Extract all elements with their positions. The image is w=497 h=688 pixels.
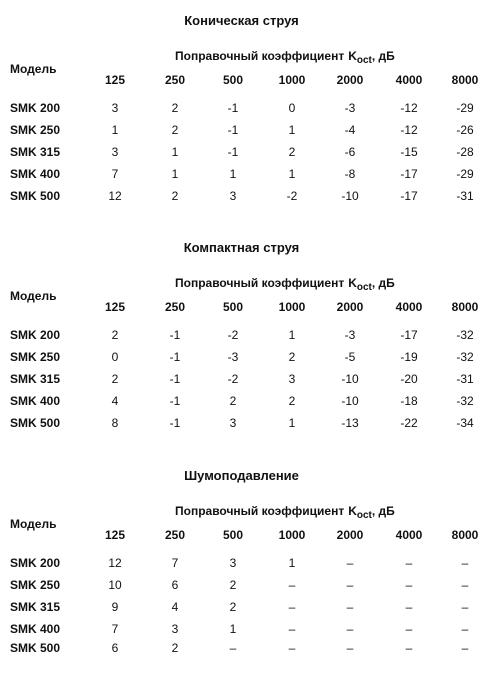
model-name: SMK 200 — [10, 328, 61, 342]
freq-header-4000: 4000 — [395, 300, 423, 314]
table-cell: -13 — [341, 416, 359, 430]
table-cell: -1 — [169, 328, 181, 342]
freq-header-500: 500 — [222, 528, 244, 542]
table-cell: -4 — [344, 123, 356, 137]
table-cell: 0 — [111, 350, 119, 364]
freq-header-4000: 4000 — [395, 528, 423, 542]
coefficient-header — [175, 503, 395, 519]
table-cell: 7 — [171, 556, 179, 570]
table-cell: -5 — [344, 350, 356, 364]
table-cell: 1 — [288, 328, 296, 342]
table-cell: 0 — [288, 101, 296, 115]
table-cell: -20 — [400, 372, 418, 386]
table-cell: -18 — [400, 394, 418, 408]
table-cell: 10 — [108, 578, 122, 592]
table-cell: 2 — [171, 189, 179, 203]
table-cell: -8 — [344, 167, 356, 181]
freq-header-1000: 1000 — [278, 300, 306, 314]
table-row — [0, 599, 497, 621]
table-cell: -1 — [169, 416, 181, 430]
table-cell: – — [346, 622, 354, 636]
table-cell: -1 — [227, 101, 239, 115]
table-cell: -29 — [456, 167, 474, 181]
table-cell: 1 — [288, 416, 296, 430]
table-cell: – — [405, 622, 413, 636]
model-name: SMK 250 — [10, 578, 61, 592]
table-cell: -1 — [169, 350, 181, 364]
coefficient-symbol: K — [348, 49, 357, 63]
coefficient-header — [175, 275, 395, 291]
table-row — [0, 100, 497, 122]
table-cell: 1 — [229, 622, 237, 636]
model-column-header: Модель — [10, 289, 57, 303]
table-cell: – — [405, 641, 413, 655]
table-cell: -10 — [341, 394, 359, 408]
table-cell: -32 — [456, 394, 474, 408]
table-cell: -22 — [400, 416, 418, 430]
table-cell: -3 — [227, 350, 239, 364]
table-cell: -3 — [344, 101, 356, 115]
freq-header-125: 125 — [104, 73, 126, 87]
table-cell: -2 — [227, 372, 239, 386]
table-cell: -6 — [344, 145, 356, 159]
section-compact-jet — [0, 240, 497, 460]
coefficient-header — [175, 48, 395, 64]
table-cell: -34 — [456, 416, 474, 430]
table-row — [0, 555, 497, 577]
table-cell: – — [461, 556, 469, 570]
table-cell: -32 — [456, 328, 474, 342]
table-cell: 3 — [229, 556, 237, 570]
table-row — [0, 166, 497, 188]
freq-header-2000: 2000 — [336, 300, 364, 314]
freq-header-8000: 8000 — [451, 300, 479, 314]
table-row — [0, 144, 497, 166]
model-name: SMK 315 — [10, 600, 61, 614]
section-conical-jet — [0, 13, 497, 233]
table-cell: -17 — [400, 167, 418, 181]
table-row — [0, 327, 497, 349]
table-cell: -31 — [456, 372, 474, 386]
table-cell: 1 — [288, 123, 296, 137]
table-cell: – — [405, 600, 413, 614]
table-cell: -15 — [400, 145, 418, 159]
table-cell: -3 — [344, 328, 356, 342]
table-cell: -2 — [286, 189, 298, 203]
table-cell: – — [405, 578, 413, 592]
table-cell: -32 — [456, 350, 474, 364]
model-column-header: Модель — [10, 62, 57, 76]
table-cell: -31 — [456, 189, 474, 203]
table-row — [0, 188, 497, 210]
table-cell: – — [461, 600, 469, 614]
table-cell: 2 — [229, 578, 237, 592]
table-row — [0, 371, 497, 393]
freq-header-125: 125 — [104, 300, 126, 314]
model-name: SMK 315 — [10, 145, 61, 159]
freq-header-2000: 2000 — [336, 528, 364, 542]
table-cell: 3 — [111, 145, 119, 159]
table-cell: – — [461, 578, 469, 592]
coefficient-symbol: K — [348, 504, 357, 518]
model-name: SMK 500 — [10, 416, 61, 430]
table-cell: 1 — [288, 167, 296, 181]
table-cell: – — [229, 641, 237, 655]
table-cell: – — [288, 600, 296, 614]
table-row — [0, 415, 497, 437]
coefficient-unit: , дБ — [371, 49, 395, 63]
coefficient-subscript: oct — [356, 510, 372, 521]
table-cell: – — [288, 578, 296, 592]
table-cell: 4 — [111, 394, 119, 408]
table-cell: 7 — [111, 622, 119, 636]
table-cell: -29 — [456, 101, 474, 115]
table-cell: -28 — [456, 145, 474, 159]
model-name: SMK 400 — [10, 394, 61, 408]
model-name: SMK 200 — [10, 101, 61, 115]
table-cell: 12 — [108, 556, 122, 570]
freq-header-1000: 1000 — [278, 73, 306, 87]
freq-header-250: 250 — [164, 528, 186, 542]
table-cell: 7 — [111, 167, 119, 181]
table-cell: 12 — [108, 189, 122, 203]
table-row — [0, 393, 497, 415]
model-name: SMK 250 — [10, 350, 61, 364]
freq-header-250: 250 — [164, 73, 186, 87]
freq-header-4000: 4000 — [395, 73, 423, 87]
table-cell: 3 — [111, 101, 119, 115]
table-cell: – — [461, 641, 469, 655]
table-cell: – — [346, 600, 354, 614]
table-row — [0, 640, 497, 662]
table-cell: – — [346, 641, 354, 655]
table-cell: 2 — [229, 394, 237, 408]
model-name: SMK 500 — [10, 641, 61, 655]
table-cell: 6 — [171, 578, 179, 592]
table-cell: -19 — [400, 350, 418, 364]
table-cell: 2 — [229, 600, 237, 614]
section-title: Компактная струя — [183, 240, 300, 255]
table-cell: -17 — [400, 189, 418, 203]
freq-header-500: 500 — [222, 73, 244, 87]
table-cell: – — [288, 641, 296, 655]
table-cell: – — [346, 578, 354, 592]
table-cell: 8 — [111, 416, 119, 430]
table-cell: – — [461, 622, 469, 636]
table-cell: 2 — [171, 641, 179, 655]
section-title: Коническая струя — [184, 13, 299, 28]
freq-header-2000: 2000 — [336, 73, 364, 87]
table-cell: -10 — [341, 372, 359, 386]
model-name: SMK 315 — [10, 372, 61, 386]
coefficient-label-text: Поправочный коэффициент — [175, 504, 345, 518]
freq-header-125: 125 — [104, 528, 126, 542]
freq-header-8000: 8000 — [451, 528, 479, 542]
table-row — [0, 577, 497, 599]
coefficient-unit: , дБ — [371, 276, 395, 290]
table-cell: – — [346, 556, 354, 570]
table-cell: 2 — [288, 394, 296, 408]
table-cell: – — [405, 556, 413, 570]
freq-header-8000: 8000 — [451, 73, 479, 87]
table-cell: 2 — [288, 145, 296, 159]
table-cell: 2 — [111, 328, 119, 342]
table-cell: -2 — [227, 328, 239, 342]
table-cell: -12 — [400, 101, 418, 115]
table-cell: -10 — [341, 189, 359, 203]
table-row — [0, 122, 497, 144]
table-row — [0, 349, 497, 371]
freq-header-1000: 1000 — [278, 528, 306, 542]
table-cell: 3 — [229, 189, 237, 203]
table-cell: 2 — [171, 123, 179, 137]
model-name: SMK 400 — [10, 622, 61, 636]
freq-header-500: 500 — [222, 300, 244, 314]
table-cell: -1 — [169, 394, 181, 408]
coefficient-unit: , дБ — [371, 504, 395, 518]
table-cell: 1 — [288, 556, 296, 570]
coefficient-label-text: Поправочный коэффициент — [175, 49, 345, 63]
model-name: SMK 400 — [10, 167, 61, 181]
table-cell: 1 — [171, 145, 179, 159]
coefficient-label-text: Поправочный коэффициент — [175, 276, 345, 290]
table-cell: 1 — [171, 167, 179, 181]
table-cell: 6 — [111, 641, 119, 655]
section-noise-reduction — [0, 468, 497, 688]
coefficient-subscript: oct — [356, 55, 372, 66]
table-cell: -12 — [400, 123, 418, 137]
coefficient-subscript: oct — [356, 282, 372, 293]
table-cell: 2 — [288, 350, 296, 364]
table-cell: 3 — [288, 372, 296, 386]
table-cell: -1 — [227, 145, 239, 159]
table-cell: 9 — [111, 600, 119, 614]
model-column-header: Модель — [10, 517, 57, 531]
table-cell: – — [288, 622, 296, 636]
table-cell: 3 — [229, 416, 237, 430]
table-cell: -1 — [169, 372, 181, 386]
coefficient-symbol: K — [348, 276, 357, 290]
model-name: SMK 500 — [10, 189, 61, 203]
table-cell: 2 — [111, 372, 119, 386]
table-cell: 4 — [171, 600, 179, 614]
freq-header-250: 250 — [164, 300, 186, 314]
table-cell: -1 — [227, 123, 239, 137]
table-cell: 1 — [229, 167, 237, 181]
table-cell: -17 — [400, 328, 418, 342]
table-cell: -26 — [456, 123, 474, 137]
table-cell: 1 — [111, 123, 119, 137]
section-title: Шумоподавление — [184, 468, 299, 483]
table-cell: 3 — [171, 622, 179, 636]
table-cell: 2 — [171, 101, 179, 115]
model-name: SMK 250 — [10, 123, 61, 137]
model-name: SMK 200 — [10, 556, 61, 570]
